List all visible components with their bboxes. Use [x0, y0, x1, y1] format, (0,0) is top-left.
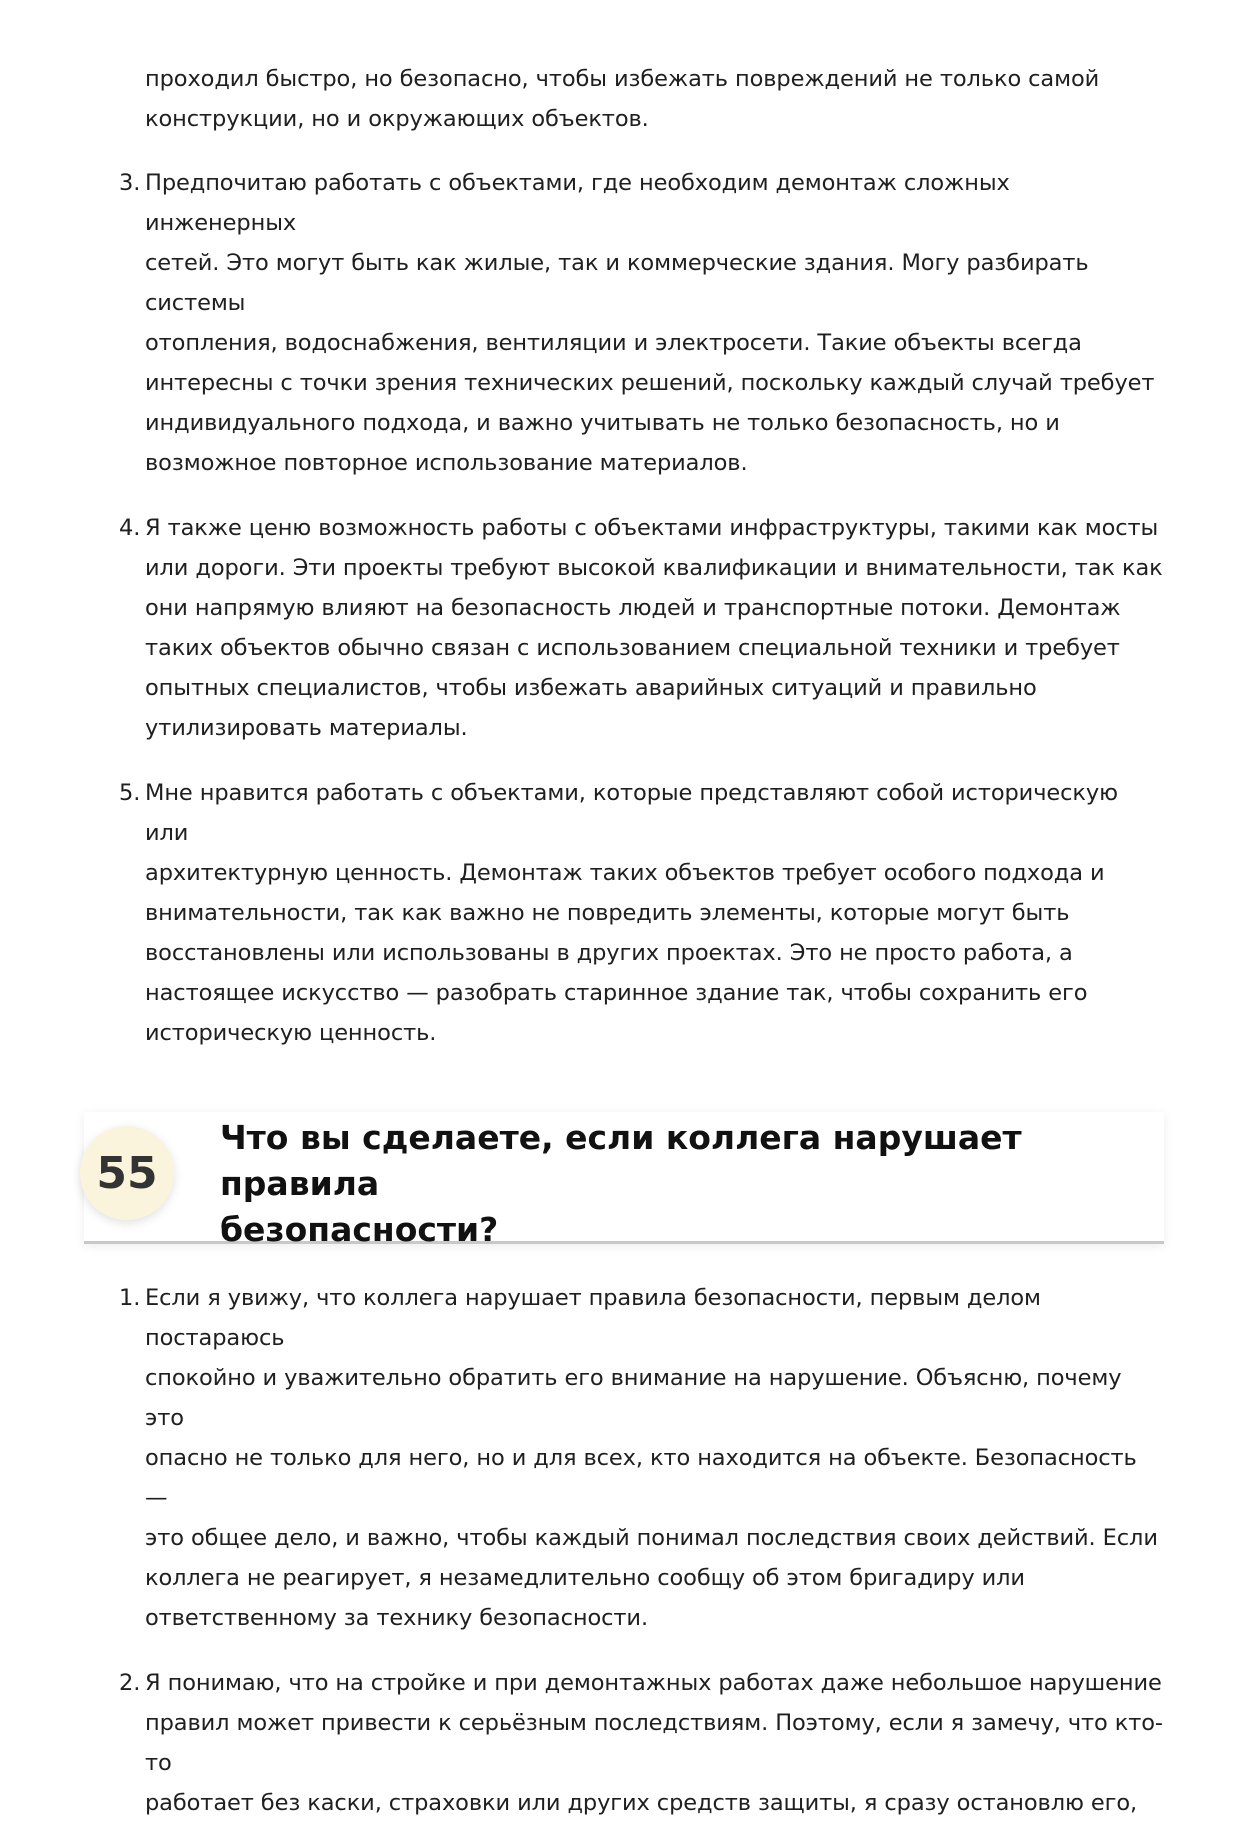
continuation-text	[145, 59, 1165, 139]
list-number: 4.	[119, 515, 141, 541]
title-line: Что вы сделаете, если коллега нарушает правила	[220, 1118, 1022, 1203]
text-line: правил может привести к серьёзным последствиям. Поэтому, если я замечу, что кто-то	[145, 1710, 1163, 1776]
text-line: проходил быстро, но безопасно, чтобы избежать повреждений не только самой	[145, 66, 1100, 92]
text-line: опытных специалистов, чтобы избежать аварийных ситуаций и правильно	[145, 675, 1037, 701]
paragraph	[145, 59, 1165, 139]
text-line: Предпочитаю работать с объектами, где необходим демонтаж сложных инженерных	[145, 170, 1010, 236]
text-line: Мне нравится работать с объектами, которые представляют собой историческую или	[145, 780, 1118, 846]
text-line: конструкции, но и окружающих объектов.	[145, 106, 649, 132]
list-item	[119, 1663, 1165, 1823]
title-line: безопасности?	[220, 1210, 499, 1249]
text-line: они напрямую влияют на безопасность людей и транспортные потоки. Демонтаж	[145, 595, 1121, 621]
text-line: спокойно и уважительно обратить его внимание на нарушение. Объясню, почему это	[145, 1365, 1122, 1431]
list-number: 3.	[119, 170, 141, 196]
text-line: архитектурную ценность. Демонтаж таких объектов требует особого подхода и	[145, 860, 1105, 886]
text-line: таких объектов обычно связан с использованием специальной техники и требует	[145, 635, 1120, 661]
text-line: опасно не только для него, но и для всех, кто находится на объекте. Безопасность —	[145, 1445, 1137, 1511]
text-line: утилизировать материалы.	[145, 715, 468, 741]
text-line: индивидуального подхода, и важно учитывать не только безопасность, но и	[145, 410, 1060, 436]
text-line: ответственному за технику безопасности.	[145, 1605, 648, 1631]
answer-list-bottom	[119, 1278, 1165, 1848]
text-line: историческую ценность.	[145, 1020, 437, 1046]
list-item	[119, 1278, 1165, 1638]
question-number-badge: 55	[80, 1126, 174, 1220]
question-title	[220, 1115, 1150, 1253]
text-line: Я понимаю, что на стройке и при демонтажных работах даже небольшое нарушение	[145, 1670, 1162, 1696]
list-item	[119, 508, 1165, 748]
list-number: 1.	[119, 1285, 141, 1311]
text-line: внимательности, так как важно не повредить элементы, которые могут быть	[145, 900, 1070, 926]
text-line: коллега не реагирует, я незамедлительно сообщу об этом бригадиру или	[145, 1565, 1025, 1591]
answer-list-top	[119, 163, 1165, 1078]
text-line: возможное повторное использование материалов.	[145, 450, 748, 476]
text-line: восстановлены или использованы в других проектах. Это не просто работа, а	[145, 940, 1073, 966]
text-line: Если я увижу, что коллега нарушает правила безопасности, первым делом постараюсь	[145, 1285, 1041, 1351]
list-item	[119, 773, 1165, 1053]
text-line: Я также ценю возможность работы с объектами инфраструктуры, такими как мосты	[145, 515, 1159, 541]
list-number: 2.	[119, 1670, 141, 1696]
text-line: это общее дело, и важно, чтобы каждый понимал последствия своих действий. Если	[145, 1525, 1158, 1551]
text-line: настоящее искусство — разобрать старинное здание так, чтобы сохранить его	[145, 980, 1088, 1006]
list-number: 5.	[119, 780, 141, 806]
text-line: работает без каски, страховки или других средств защиты, я сразу остановлю его,	[145, 1790, 1138, 1816]
list-item	[119, 163, 1165, 483]
text-line: интересны с точки зрения технических решений, поскольку каждый случай требует	[145, 370, 1155, 396]
text-line: сетей. Это могут быть как жилые, так и коммерческие здания. Могу разбирать системы	[145, 250, 1089, 316]
text-line: отопления, водоснабжения, вентиляции и электросети. Такие объекты всегда	[145, 330, 1082, 356]
text-line: или дороги. Эти проекты требуют высокой квалификации и внимательности, так как	[145, 555, 1163, 581]
